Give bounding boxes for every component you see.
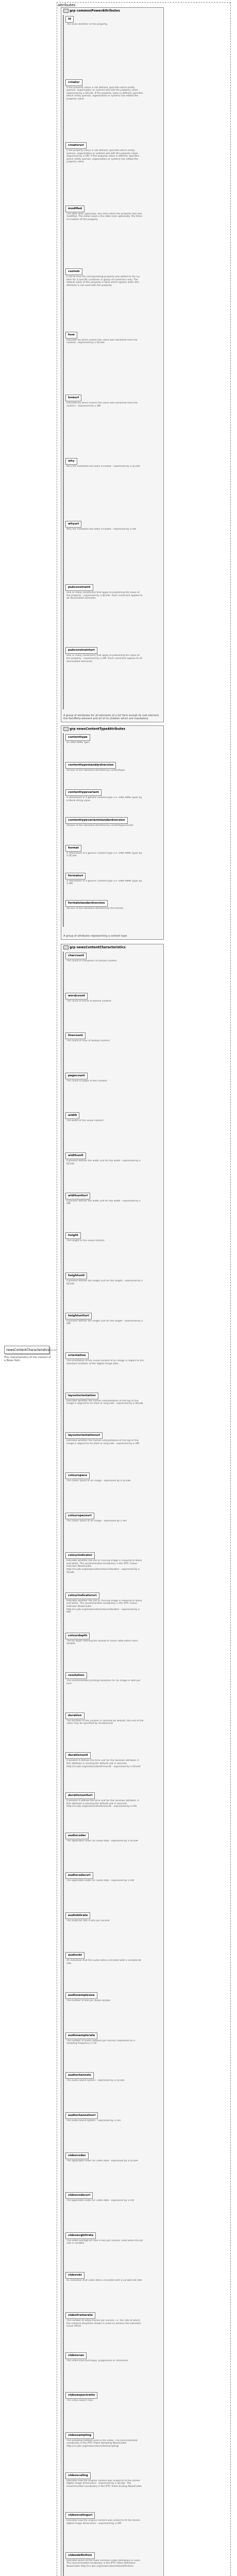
attribute-doc: Indicates how the original content was scaled to fit the stored digital image dimensions - expressed by a URI <box>66 2519 140 2525</box>
attribute-name[interactable]: videoscan <box>65 2352 87 2359</box>
group-icon <box>63 727 69 731</box>
attribute-name[interactable]: width <box>65 1112 79 1119</box>
attribute-custom <box>65 268 154 287</box>
attribute-name[interactable]: audiosamplerate <box>65 2032 97 2039</box>
attribute-name[interactable]: creator <box>65 79 82 86</box>
attribute-name[interactable]: audiovbr <box>65 1952 84 1959</box>
attribute-how <box>65 332 154 345</box>
attribute-doc: The audio sound system - expressed by a QCode <box>66 2079 125 2082</box>
attribute-doc: Indicates whether the human interpretation of the top of the image is aligned to its short or long side - expressed by a URI <box>66 1439 140 1446</box>
attribute-group-title-text: grp newsContentCharacteristics <box>70 945 126 950</box>
attribute-name[interactable]: colourspaceuri <box>65 1513 94 1519</box>
attribute-formatstandardversion <box>65 900 154 910</box>
attribute-name[interactable]: audiobitrate <box>65 1912 90 1919</box>
attribute-name[interactable]: videoscalinguri <box>65 2512 95 2519</box>
attribute-doc: Indicates whether the still or moving image is coloured or black and white. The recommended vocabulary is the IPTC Colour Indicator NewsCodes http://cv.iptc.org/newscodes/colourindicator/ - expressed by a URI <box>66 1599 142 1614</box>
attribute-videoscaling <box>65 2472 154 2488</box>
attribute-colourindicatoruri <box>65 1592 154 1614</box>
attribute-audiocodecuri <box>65 1872 154 1883</box>
attribute-doc: The colour space of an image - expressed by a QCode <box>66 1480 131 1483</box>
attribute-doc: The video scan technique, progressive or interlaced <box>66 2359 128 2362</box>
attribute-doc: The number of audio samples per second, expressed as a sampling frequency in Hz <box>66 2039 135 2045</box>
attribute-audiosamplerate <box>65 2032 154 2045</box>
attribute-colourdepth <box>65 1633 154 1646</box>
attribute-doc: If set to true the corresponding property was added to the G2 Item for a specific customer or group of customers only. The default value of this property is false which applies when this attribute is not used with the property. <box>66 276 140 287</box>
attribute-doc: The bit depth defining the spread of colour data within each sample. <box>66 1639 138 1646</box>
attribute-name[interactable]: id <box>65 16 74 23</box>
attribute-doc: Indicates by which means the value was extracted from the content - expressed by a QCode <box>66 338 138 345</box>
attribute-group-footer-doc: A group of attributes representing a content type <box>63 935 127 938</box>
attribute-videosampling <box>65 2432 154 2448</box>
root-element-box[interactable] <box>4 1346 49 1354</box>
attribute-layoutorientationuri <box>65 1432 154 1445</box>
attribute-doc: The audio sound system - expressed by a URI <box>66 2119 121 2122</box>
attribute-doc: The orientation of the visual content of an image in regard to the standard rendition of the digital image data. <box>66 1360 144 1365</box>
attribute-doc: If present defines the width unit for the width - expressed by a URI <box>66 1199 141 1206</box>
attribute-name[interactable]: colourspace <box>65 1472 90 1479</box>
attribute-resolution <box>65 1672 154 1685</box>
attribute-name[interactable]: videoscaling <box>65 2472 91 2479</box>
attribute-name[interactable]: widthunit <box>65 1153 86 1159</box>
attribute-howuri <box>65 395 154 408</box>
attribute-name[interactable]: creatoruri <box>65 142 87 149</box>
attributes-label: attributes <box>58 3 76 7</box>
attribute-doc: A refinement of a generic content type (i.e. IANA MIME type) by a QCode <box>66 852 142 858</box>
attribute-doc: A refinement of a generic content type (i.e. IANA MIME type) by a URI <box>66 879 142 886</box>
attribute-name[interactable]: custom <box>65 268 82 275</box>
attribute-layoutorientation <box>65 1393 154 1405</box>
attribute-doc: The count of lines of textual content. <box>66 1040 110 1043</box>
attribute-name[interactable]: charcount <box>65 953 87 959</box>
attribute-doc: The count of characters of textual content. <box>66 960 117 962</box>
attribute-doc: The audio bit rate in bits per second <box>66 1919 110 1922</box>
attribute-name[interactable]: layoutorientation <box>65 1393 98 1399</box>
attribute-videocodec <box>65 2153 154 2163</box>
attribute-group-title[interactable] <box>63 945 126 950</box>
attribute-doc: Version of the standard identified by contenttypevariant. <box>66 824 134 827</box>
attribute-group-1 <box>61 7 164 722</box>
attribute-creator <box>65 79 154 101</box>
attribute-name[interactable]: videoframerate <box>65 2312 95 2319</box>
attribute-name[interactable]: videovbr <box>65 2272 84 2279</box>
attribute-name[interactable]: widthunituri <box>65 1193 90 1199</box>
attribute-creatoruri <box>65 142 154 164</box>
attribute-colourspaceuri <box>65 1513 154 1523</box>
attribute-name[interactable]: contenttypevariant <box>65 789 101 796</box>
attribute-width <box>65 1112 154 1123</box>
attribute-pubconstraint <box>65 584 154 600</box>
attribute-heightunituri <box>65 1313 154 1326</box>
attribute-heightunit <box>65 1273 154 1285</box>
attribute-charcount <box>65 953 154 963</box>
attribute-doc: Indicates how the original content was scaled to fit the stored digital image dimensions - expressed by a QCode. The recommended vocabulary is the IPTC Video Scaling NewsCodes <box>66 2479 142 2488</box>
attribute-group-3 <box>61 944 164 2576</box>
attribute-name[interactable]: videoavgbitrate <box>65 2232 96 2239</box>
attribute-audiosamplesize <box>65 1992 154 2003</box>
attribute-doc: Version of the standard identified by the format. <box>66 907 124 910</box>
group-sequence-bar <box>63 733 64 927</box>
attribute-videoaspectratio <box>65 2392 154 2402</box>
attribute-widthunit <box>65 1153 154 1165</box>
attribute-doc: Indicates by which means the value was extracted from the content - expressed by a URI <box>66 402 138 408</box>
attribute-name[interactable]: colourindicator <box>65 1552 95 1559</box>
attribute-doc: An indication that the audio data is encoded with a variable bit rate <box>66 1959 142 1965</box>
attribute-name[interactable]: howuri <box>65 395 81 401</box>
attribute-why <box>65 458 154 468</box>
attribute-colourindicator <box>65 1552 154 1574</box>
attribute-name[interactable]: duration <box>65 1713 84 1719</box>
attribute-name[interactable]: videocodecuri <box>65 2192 93 2199</box>
attribute-contenttypevariantstandardversion <box>65 817 154 827</box>
attribute-group-2 <box>61 725 164 940</box>
attribute-doc: One or many constraints that apply to publishing the value of the property - expressed by a QCode. Each constraint applies to all descendant elements. <box>66 591 143 600</box>
attribute-name[interactable]: audiocodecuri <box>65 1872 93 1879</box>
attribute-doc: The applicable codec for audio data - expressed by a QCode <box>66 1839 138 1842</box>
attribute-orientation <box>65 1352 154 1365</box>
attribute-doc: One or many constraints that apply to publishing the value of the property - expressed by a URI. Each constraint applies to all descendant elements. <box>66 654 142 663</box>
attribute-height <box>65 1232 154 1243</box>
attribute-name[interactable]: modified <box>65 206 84 212</box>
attribute-contenttype <box>65 734 154 744</box>
attribute-name[interactable]: videoaspectratio <box>65 2392 97 2399</box>
attribute-widthunituri <box>65 1193 154 1206</box>
root-element-name: newsContentCharacteristics <box>6 1348 50 1352</box>
attribute-doc: The width of the visual content. <box>66 1120 104 1123</box>
attribute-group-title-text: grp commonPowerAttributes <box>70 9 120 13</box>
attribute-name[interactable]: resolution <box>65 1672 87 1679</box>
attribute-audiocodec <box>65 1833 154 1843</box>
attribute-name[interactable]: colourdepth <box>65 1633 90 1639</box>
attribute-name[interactable]: format <box>65 845 81 852</box>
attribute-doc: A refinement of a generic content type (i.e. IANA MIME type) by a literal string value. <box>66 796 142 803</box>
attribute-name[interactable]: pubconstrainturi <box>65 647 97 654</box>
attribute-name[interactable]: audiosamplesize <box>65 1992 97 1999</box>
attribute-group-footer-doc: A group of attributes for all elements of a G2 Item except its root element, the itemMeta element and all of its children which are mandatory. <box>63 714 160 720</box>
attribute-group-title[interactable] <box>63 9 120 13</box>
attribute-doc: Why the metadata has been included - expressed by a URI <box>66 528 137 531</box>
attribute-name[interactable]: heightunituri <box>65 1313 92 1319</box>
root-element-doc: The characteristics of the content of a News Item <box>4 1356 51 1362</box>
attribute-audiobitrate <box>65 1912 154 1923</box>
attribute-name[interactable]: videodefinition <box>65 2552 95 2559</box>
attribute-doc: If present defines the height unit for the height - expressed by a QCode <box>66 1279 143 1285</box>
attribute-videovbr <box>65 2272 154 2282</box>
attribute-doc: The video aspect ratio <box>66 2399 93 2402</box>
attribute-name[interactable]: durationunituri <box>65 1792 95 1799</box>
attribute-audiochannels <box>65 2072 154 2082</box>
attribute-videoframerate <box>65 2312 154 2328</box>
attribute-group-title[interactable] <box>63 727 125 731</box>
attribute-doc: The number of bits per audio sample <box>66 1999 111 2003</box>
attribute-audiochannelsuri <box>65 2112 154 2123</box>
attribute-videoscalinguri <box>65 2512 154 2525</box>
attribute-name[interactable]: why <box>65 458 77 465</box>
attribute-duration <box>65 1713 154 1725</box>
attribute-doc: The height of the visual content. <box>66 1240 105 1243</box>
attribute-name[interactable]: pagecount <box>65 1073 88 1079</box>
attribute-doc: Why the metadata has been included - expressed by a QCode <box>66 465 140 468</box>
attribute-name[interactable]: wordcount <box>65 993 88 999</box>
attribute-name[interactable]: how <box>65 332 77 338</box>
attribute-name[interactable]: pubconstraint <box>65 584 93 591</box>
attribute-doc: The applicable codec for video data - expressed by a URI <box>66 2199 134 2202</box>
attribute-id <box>65 16 154 26</box>
attribute-name[interactable]: linecount <box>65 1032 86 1039</box>
attribute-doc: If the property value is not defined, specifies which entity (person, organisation or system) will edit the property value - expressed by a QCode. If the property value is defined, specifies which entity (person, organisation or system) has edited the property value. <box>66 86 143 100</box>
attribute-doc: If present it defines the time unit for the duration attribute. If this attribute is missing the default unit is seconds. http://cv.iptc.org/newscodes/timeunit/ - expressed by a URI <box>66 1800 139 1808</box>
attribute-doc: Indicates which of the most common video definitions is used. The recommended vocabulary is the IPTC Video Definition NewsCodes http://cv.iptc.org/newscodes/videodefinition/ <box>66 2559 141 2568</box>
group-icon <box>63 945 69 950</box>
attribute-videodefinition <box>65 2552 154 2568</box>
attribute-doc: The recommended printing resolution for an image in dots per inch <box>66 1680 141 1685</box>
attribute-doc: Version of the standard identified by contenttype. <box>66 769 126 772</box>
attribute-doc: The colour space of an image - expressed by a URI <box>66 1519 127 1522</box>
attribute-name[interactable]: height <box>65 1232 81 1239</box>
attribute-colourspace <box>65 1472 154 1483</box>
attribute-name[interactable]: contenttypestandardversion <box>65 762 116 769</box>
attribute-doc: If present defines the width unit for the width - expressed by a QCode <box>66 1160 141 1165</box>
attribute-pubconstrainturi <box>65 647 154 663</box>
attribute-doc: The count of words of textual content. <box>66 999 112 1003</box>
attribute-videoscan <box>65 2352 154 2363</box>
attribute-videocodecuri <box>65 2192 154 2202</box>
attribute-doc: If present it defines the time unit for the duration attribute. If this attribute is missing the default unit is seconds. http://cv.iptc.org/newscodes/timeunit/ - expressed by a QCode <box>66 1759 141 1768</box>
attribute-formaturi <box>65 873 154 886</box>
attribute-name[interactable]: contenttype <box>65 734 90 741</box>
attribute-name[interactable]: durationunit <box>65 1752 91 1759</box>
attribute-doc: The count of pages of the content. <box>66 1079 108 1082</box>
attribute-doc: If the property value is not defined, specifies which entity (person, organisation or system) will edit the property value - expressed by a URI. If the property value is defined, specifies which entity (person, organisation or system) has edited the property value. <box>66 149 140 164</box>
attribute-name[interactable]: formaturi <box>65 873 86 879</box>
attribute-doc: Indicates whether the still or moving image is coloured or black and white. The recommended vocabulary is the IPTC Colour Indicator NewsCodes http://cv.iptc.org/newscodes/colourindicator/ - expressed by a QCode <box>66 1560 142 1574</box>
attribute-durationunituri <box>65 1792 154 1808</box>
attribute-wordcount <box>65 993 154 1003</box>
attribute-contenttypevariant <box>65 789 154 802</box>
attribute-doc: The applicable codec for audio data - expressed by a URI <box>66 1879 134 1883</box>
attribute-audiovbr <box>65 1952 154 1965</box>
attribute-name[interactable]: audiocodec <box>65 1833 89 1839</box>
attribute-name[interactable]: orientation <box>65 1352 89 1359</box>
attribute-name[interactable]: heightunit <box>65 1273 87 1279</box>
attribute-name[interactable]: videosampling <box>65 2432 94 2439</box>
attribute-contenttypestandardversion <box>65 762 154 772</box>
attribute-group-title-text: grp newsContentTypeAttributes <box>70 727 126 731</box>
attribute-doc: The duration of the content in seconds by default, the unit of the value may be specified by durationunit. <box>66 1719 144 1725</box>
attribute-doc: The video average bit rate in bits per second. Used when the bit rate is variable <box>66 2239 143 2245</box>
attribute-name[interactable]: colourindicatoruri <box>65 1592 99 1599</box>
attribute-format <box>65 845 154 858</box>
attribute-name[interactable]: audiochannelsuri <box>65 2112 98 2119</box>
attribute-doc: An indication that video data is encoded with a variable bit rate <box>66 2279 142 2282</box>
attribute-name[interactable]: formatstandardversion <box>65 900 108 907</box>
attribute-doc: An IANA MIME type <box>66 741 89 744</box>
attribute-doc: Indicates whether the human interpretation of the top of the image is aligned to its short or long side - expressed by a QCode <box>66 1399 143 1405</box>
attribute-doc: The local identifier of the property. <box>66 23 108 26</box>
attribute-doc: The date (and, optionally, the time) when the property was last modified. The initial value is the date (and, optionally, the time) of creation of the property. <box>66 212 143 221</box>
attribute-doc: The number of video frames per second, i.e. the rate at which the material should be shown in order to achieve the intended visual effect <box>66 2319 141 2328</box>
attribute-name[interactable]: layoutorientationuri <box>65 1432 103 1439</box>
attribute-doc: The applicable codec for video data - expressed by a QCode <box>66 2159 138 2162</box>
attribute-whyuri <box>65 521 154 531</box>
group-icon <box>63 9 69 13</box>
attribute-linecount <box>65 1032 154 1043</box>
attribute-pagecount <box>65 1073 154 1083</box>
attribute-doc: If present defines the height unit for the height - expressed by a URI <box>66 1319 143 1326</box>
attribute-name[interactable]: contenttypevariantstandardversion <box>65 817 128 824</box>
attribute-doc: The sampling method used in the video. The recommended vocabulary is the IPTC Video Sampling NewsCodes http://cv.iptc.org/newscodes/videosampling/ <box>66 2439 138 2448</box>
attribute-videoavgbitrate <box>65 2232 154 2245</box>
attribute-durationunit <box>65 1752 154 1768</box>
attribute-modified <box>65 206 154 222</box>
attribute-name[interactable]: audiochannels <box>65 2072 94 2079</box>
group-sequence-bar <box>63 15 64 709</box>
attribute-name[interactable]: whyuri <box>65 521 81 528</box>
attribute-name[interactable]: videocodec <box>65 2153 89 2159</box>
group-sequence-bar <box>63 952 64 2576</box>
